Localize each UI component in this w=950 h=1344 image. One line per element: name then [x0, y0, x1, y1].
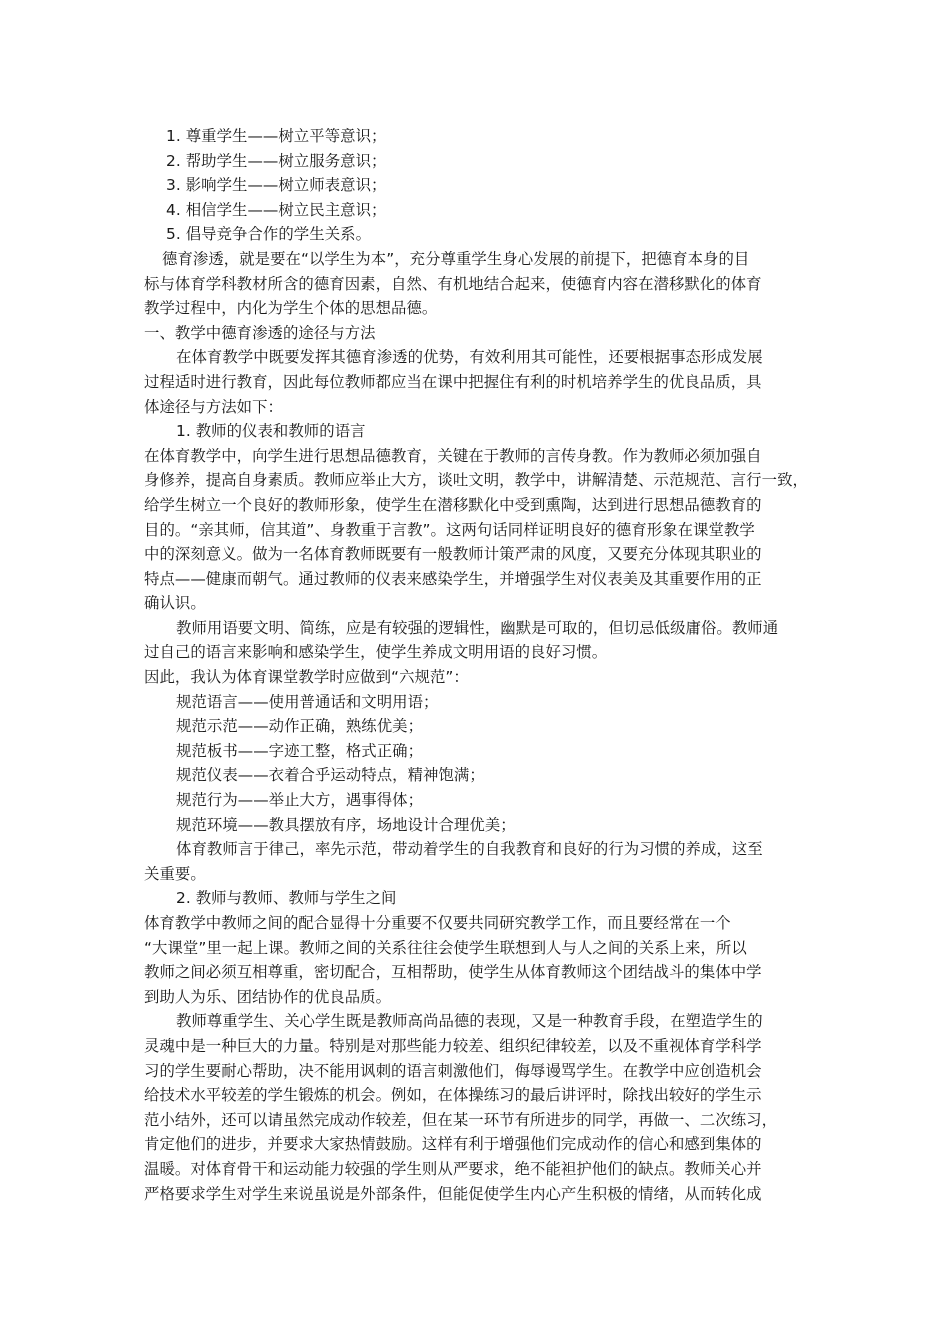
norm-item: 规范行为——举止大方，遇事得体；	[176, 791, 424, 810]
section-heading: 一、教学中德育渗透的途径与方法	[144, 323, 376, 342]
subsection-heading: 2. 教师与教师、教师与学生之间	[176, 889, 397, 908]
paragraph-line: 体育教学中教师之间的配合显得十分重要不仅要共同研究教学工作，而且要经常在一个	[144, 914, 731, 932]
paragraph-line: 过程适时进行教育，因此每位教师都应当在课中把握住有利的时机培养学生的优良品质，具	[144, 372, 762, 391]
paragraph-line: 教师尊重学生、关心学生既是教师高尚品德的表现，又是一种教育手段，在塑造学生的	[176, 1012, 763, 1031]
list-item: 3. 影响学生——树立师表意识；	[166, 176, 387, 195]
paragraph-line: 教学过程中，内化为学生个体的思想品德。	[144, 299, 438, 318]
paragraph-line: 在体育教学中既要发挥其德育渗透的优势，有效利用其可能性，还要根据事态形成发展	[176, 348, 763, 367]
paragraph-line: 德育渗透，就是要在“以学生为本”，充分尊重学生身心发展的前提下，把德育本身的目	[162, 249, 750, 268]
list-item: 5. 倡导竞争合作的学生关系。	[166, 225, 372, 244]
paragraph-line: 目的。“亲其师，信其道”、身教重于言教”。这两句话同样证明良好的德育形象在课堂教学	[144, 520, 755, 539]
norm-item: 规范语言——使用普通话和文明用语；	[176, 692, 439, 711]
paragraph-line: “大课堂”里一起上课。教师之间的关系往往会使学生联想到人与人之间的关系上来，所以	[144, 938, 747, 957]
paragraph-line: 给技术水平较差的学生锻炼的机会。例如，在体操练习的最后讲评时，除找出较好的学生示	[144, 1086, 762, 1105]
list-item: 2. 帮助学生——树立服务意识；	[166, 151, 387, 170]
paragraph-line: 到助人为乐、团结协作的优良品质。	[144, 987, 392, 1006]
paragraph-line: 肯定他们的进步，并要求大家热情鼓励。这样有利于增强他们完成动作的信心和感到集体的	[144, 1135, 762, 1154]
paragraph-line: 体途径与方法如下：	[144, 397, 283, 416]
norm-item: 规范板书——字迹工整，格式正确；	[176, 741, 424, 760]
subsection-heading: 1. 教师的仪表和教师的语言	[176, 422, 366, 441]
paragraph-line: 体育教师言于律己，率先示范，带动着学生的自我教育和良好的行为习惯的养成，这至	[176, 840, 763, 859]
list-item: 4. 相信学生——树立民主意识；	[166, 200, 387, 219]
paragraph-line: 严格要求学生对学生来说虽说是外部条件，但能促使学生内心产生积极的情绪，从而转化成	[144, 1184, 762, 1203]
paragraph-line: 特点——健康而朝气。通过教师的仪表来感染学生，并增强学生对仪表美及其重要作用的正	[144, 569, 762, 588]
paragraph-line: 温暖。对体育骨干和运动能力较强的学生则从严要求，绝不能袒护他们的缺点。教师关心并	[144, 1159, 762, 1178]
paragraph-line: 在体育教学中，向学生进行思想品德教育，关键在于教师的言传身教。作为教师必须加强自	[144, 446, 762, 465]
paragraph-line: 灵魂中是一种巨大的力量。特别是对那些能力较差、组织纪律较差，以及不重视体育学科学	[144, 1036, 762, 1055]
paragraph-line: 中的深刻意义。做为一名体育教师既要有一般教师计策严肃的风度，又要充分体现其职业的	[144, 545, 762, 564]
paragraph-line: 因此，我认为体育课堂教学时应做到“六规范”：	[144, 668, 469, 687]
norm-item: 规范环境——教具摆放有序，场地设计合理优美；	[176, 815, 516, 834]
paragraph-line: 范小结外，还可以请虽然完成动作较差，但在某一环节有所进步的同学，再做一、二次练习，	[144, 1110, 778, 1129]
paragraph-line: 给学生树立一个良好的教师形象，使学生在潜移默化中受到熏陶，达到进行思想品德教育的	[144, 495, 762, 514]
paragraph-line: 身修养，提高自身素质。教师应举止大方，谈吐文明，教学中，讲解清楚、示范规范、言行一致，	[144, 471, 808, 490]
norm-item: 规范仪表——衣着合乎运动特点，精神饱满；	[176, 766, 485, 785]
paragraph-line: 标与体育学科教材所含的德育因素，自然、有机地结合起来，使德育内容在潜移默化的体育	[144, 274, 762, 293]
paragraph-line: 教师用语要文明、简练，应是有较强的逻辑性，幽默是可取的，但切忌低级庸俗。教师通	[176, 618, 779, 637]
norm-item: 规范示范——动作正确，熟练优美；	[176, 717, 424, 736]
paragraph-line: 过自己的语言来影响和感染学生，使学生养成文明用语的良好习惯。	[144, 643, 608, 662]
list-item: 1. 尊重学生——树立平等意识；	[166, 127, 387, 145]
paragraph-line: 习的学生要耐心帮助，决不能用讽刺的语言刺激他们，侮辱谩骂学生。在教学中应创造机会	[144, 1061, 762, 1080]
paragraph-line: 确认识。	[144, 594, 206, 613]
document-page	[144, 124, 810, 1206]
paragraph-line: 关重要。	[144, 864, 206, 883]
paragraph-line: 教师之间必须互相尊重，密切配合，互相帮助，使学生从体育教师这个团结战斗的集体中学	[144, 963, 762, 982]
